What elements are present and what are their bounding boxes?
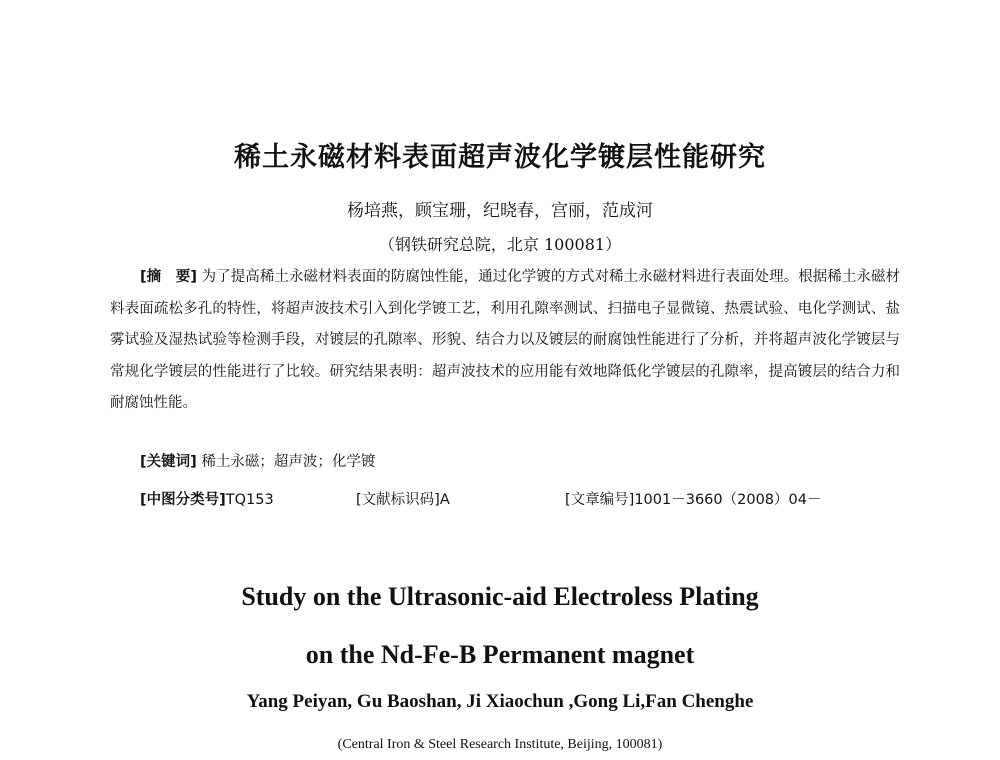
english-title-line-2: on the Nd-Fe-B Permanent magnet bbox=[305, 640, 695, 669]
keywords-text: 稀土永磁；超声波；化学镀 bbox=[201, 454, 376, 470]
chinese-affiliation: （钢铁研究总院，北京 100081） bbox=[378, 235, 622, 254]
clc-label: [中图分类号] bbox=[140, 492, 226, 508]
article-no-value: 1001－3660（2008）04－ bbox=[634, 492, 822, 508]
abstract-text: 为了提高稀土永磁材料表面的防腐蚀性能，通过化学镀的方式对稀土永磁材料进行表面处理。根据稀土永磁材料表面疏松多孔的特性，将超声波技术引入到化学镀工艺，利用孔隙率测试、扫描电子显微镜、热震试验、电化学测试、盐雾试验及湿热试验等检测手段，对镀层的孔隙率、形貌、结合力以及镀层的耐腐蚀性能进行了分析，并将超声波化学镀层与常规化学镀层的性能进行了比较。研究结果表明：超声波技术的应用能有效地降低化学镀层的孔隙率，提高镀层的结合力和耐腐蚀性能。 bbox=[110, 269, 901, 411]
chinese-title: 稀土永磁材料表面超声波化学镀层性能研究 bbox=[234, 142, 766, 173]
document-code bbox=[356, 488, 450, 509]
article-number bbox=[565, 488, 821, 509]
article-no-label: [文章编号] bbox=[565, 492, 635, 508]
english-affiliation: (Central Iron & Steel Research Institute, Beijing, 100081) bbox=[337, 737, 663, 752]
chinese-abstract bbox=[110, 262, 900, 420]
doc-code-value: A bbox=[439, 492, 450, 508]
english-title-line-1: Study on the Ultrasonic-aid Electroless Plating bbox=[241, 582, 759, 611]
doc-code-label: [文献标识码] bbox=[356, 492, 440, 508]
keywords-label: [关键词] bbox=[140, 454, 197, 470]
clc-number bbox=[140, 488, 274, 509]
chinese-authors: 杨培燕，顾宝珊，纪晓春，宫丽，范成河 bbox=[347, 201, 653, 221]
clc-value: TQ153 bbox=[225, 492, 274, 508]
english-authors: Yang Peiyan, Gu Baoshan, Ji Xiaochun ,Gong Li,Fan Chenghe bbox=[246, 691, 754, 712]
keywords-line bbox=[140, 450, 375, 471]
abstract-label: [摘 要] bbox=[140, 269, 197, 285]
